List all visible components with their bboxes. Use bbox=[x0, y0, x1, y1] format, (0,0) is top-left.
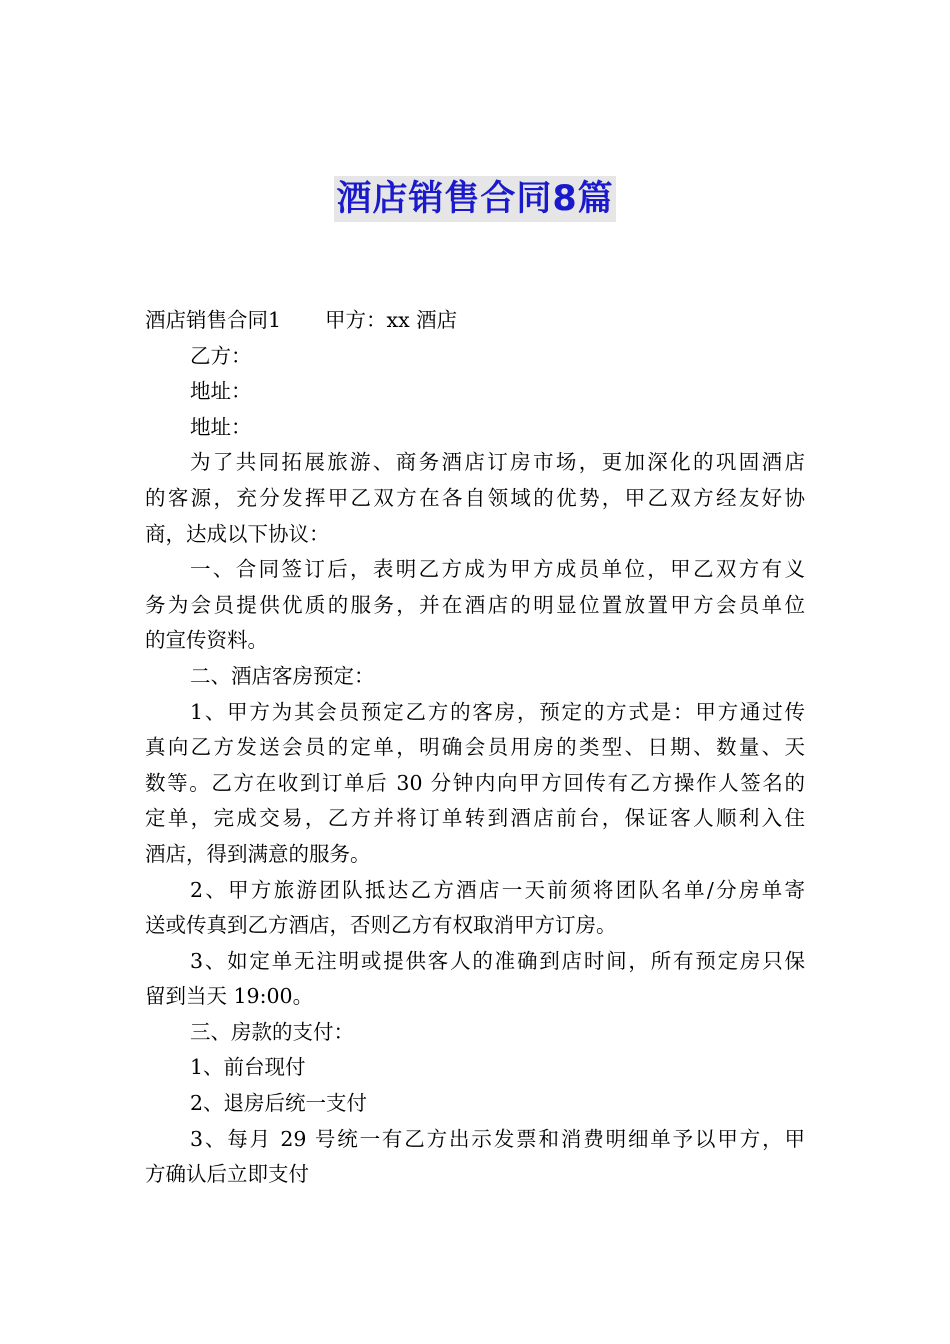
document-body bbox=[145, 303, 805, 1193]
text-line: 酒店，得到满意的服务。 bbox=[145, 841, 371, 866]
text-line: 数等。乙方在收到订单后 30 分钟内向甲方回传有乙方操作人签名的 bbox=[145, 770, 805, 795]
text-line: 地址： bbox=[190, 379, 252, 404]
text-line: 3、如定单无注明或提供客人的准确到店时间，所有预定房只保 bbox=[190, 948, 805, 973]
text-line: 三、房款的支付： bbox=[190, 1019, 354, 1044]
text-line: 务为会员提供优质的服务，并在酒店的明显位置放置甲方会员单位 bbox=[145, 592, 805, 617]
text-line: 商，达成以下协议： bbox=[145, 521, 330, 546]
text-line: 3、每月 29 号统一有乙方出示发票和消费明细单予以甲方，甲 bbox=[190, 1126, 805, 1151]
text-line: 真向乙方发送会员的定单，明确会员用房的类型、日期、数量、天 bbox=[145, 735, 805, 760]
text-line: 2、退房后统一支付 bbox=[190, 1091, 368, 1116]
text-line: 留到当天 19:00。 bbox=[145, 984, 314, 1009]
text-line: 定单，完成交易，乙方并将订单转到酒店前台，保证客人顺利入住 bbox=[145, 806, 805, 831]
text-line: 1、前台现付 bbox=[190, 1055, 306, 1080]
text-line: 方确认后立即支付 bbox=[145, 1162, 309, 1187]
paragraph-lines bbox=[145, 339, 805, 1193]
contract-heading-line bbox=[145, 303, 805, 339]
text-line: 地址： bbox=[190, 414, 252, 439]
document-title: 酒店销售合同8篇 bbox=[334, 176, 615, 222]
text-line: 的客源，充分发挥甲乙双方在各自领域的优势，甲乙双方经友好协 bbox=[145, 485, 805, 510]
party-a-label: 甲方：xx 酒店 bbox=[325, 308, 458, 332]
text-line: 1、甲方为其会员预定乙方的客房，预定的方式是：甲方通过传 bbox=[190, 699, 805, 724]
text-line: 为了共同拓展旅游、商务酒店订房市场，更加深化的巩固酒店 bbox=[190, 450, 805, 475]
text-line: 乙方： bbox=[190, 343, 252, 368]
text-line: 一、合同签订后，表明乙方成为甲方成员单位，甲乙双方有义 bbox=[190, 557, 805, 582]
text-line: 送或传真到乙方酒店，否则乙方有权取消甲方订房。 bbox=[145, 913, 617, 938]
text-line: 二、酒店客房预定： bbox=[190, 663, 375, 688]
contract-number: 酒店销售合同1 bbox=[145, 308, 282, 332]
title-container bbox=[0, 176, 950, 222]
text-line: 2、甲方旅游团队抵达乙方酒店一天前须将团队名单/分房单寄 bbox=[190, 877, 805, 902]
text-line: 的宣传资料。 bbox=[145, 628, 268, 653]
